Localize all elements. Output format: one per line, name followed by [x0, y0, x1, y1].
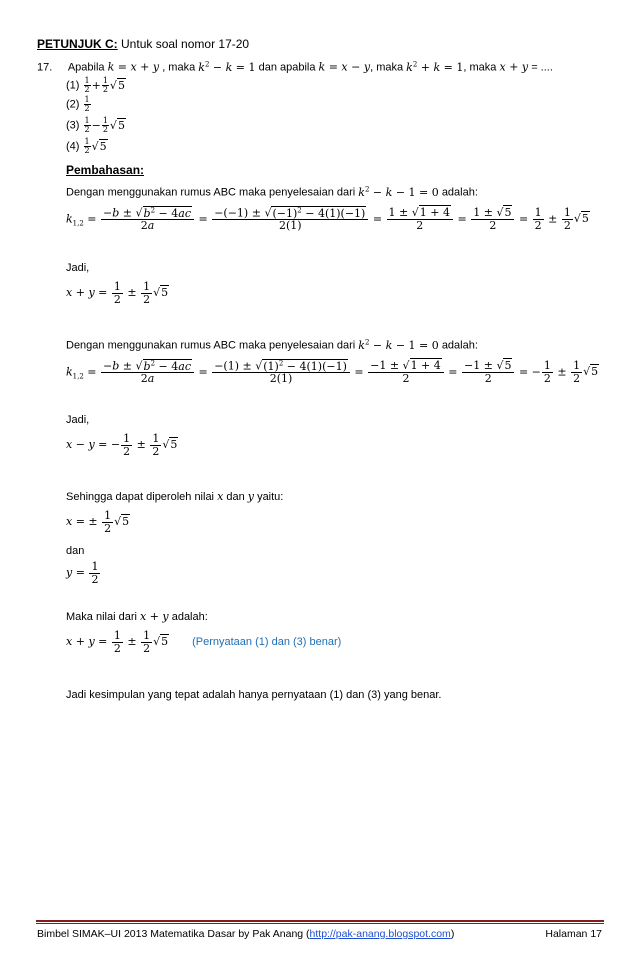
- equation-k12-first: $k_{1,2}$ = $\frac{-b \pm √b^2 - 4ac}{2a}$ = $\frac{-(-1) \pm √(-1)^2 - 4(1)(-1)}{2(1)}$ = $\frac{1 \pm √1 + 4}{2}$ = $\frac{1 \pm √5}{2}$ = $\frac{1}{2}$ ± $\frac{1}{2}$ √5: [66, 206, 589, 233]
- option-1-label: (1): [66, 79, 80, 92]
- option-4-label: (4): [66, 140, 80, 153]
- var-y: y: [247, 490, 254, 503]
- solution-heading: Pembahasan:: [66, 163, 145, 177]
- equation-x-minus-y: x − y = − $\frac{1}{2}$ ± $\frac{1}{2}$ √5: [66, 432, 178, 458]
- var-x: x: [217, 490, 224, 503]
- option-2-math: $\frac{1}{2}$: [84, 95, 90, 113]
- maka-end: adalah:: [171, 611, 208, 623]
- footer-rule-bottom: [36, 923, 604, 924]
- conclusion: Jadi kesimpulan yang tepat adalah hanya pernyataan (1) dan (3) yang benar.: [66, 689, 442, 701]
- question-math-4: $k^2 + k = 1$: [406, 60, 464, 74]
- intro-1-text: Dengan menggunakan rumus ABC maka penyelesaian dari: [66, 186, 356, 199]
- sehingga-text: Sehingga dapat diperoleh nilai: [66, 491, 215, 503]
- option-1: [66, 77, 126, 94]
- equation-k12-second: $k_{1,2}$ = $\frac{-b \pm √b^2 - 4ac}{2a}$ = $\frac{-(1) \pm √(1)^2 - 4(1)(-1)}{2(1)}$ = $\frac{-1 \pm √1 + 4}{2}$ = $\frac{-1 \pm √5}{2}$ = − $\frac{1}{2}$ ± $\frac{1}{2}$ √5: [66, 359, 599, 386]
- footer-left: [37, 928, 454, 940]
- jadi-1: Jadi,: [66, 262, 90, 274]
- sehingga-line: [66, 490, 283, 503]
- jadi-2: Jadi,: [66, 414, 90, 426]
- option-4: [66, 138, 108, 155]
- option-3-math: $\frac{1}{2}$ − $\frac{1}{2}$ √5: [84, 116, 125, 134]
- option-4-math: $\frac{1}{2}$ √5: [84, 137, 107, 155]
- intro-2-text: Dengan menggunakan rumus ABC maka penyelesaian dari: [66, 339, 356, 352]
- maka-math: x + y: [139, 610, 169, 623]
- maka-line: [66, 610, 208, 623]
- solution-intro-2: [66, 338, 478, 352]
- question-text-5: , maka: [463, 61, 497, 74]
- option-2: [66, 96, 92, 113]
- equation-x: x = ± $\frac{1}{2}$ √5: [66, 509, 130, 535]
- question-math-2: $k^2 - k = 1$: [198, 60, 256, 74]
- question-text-2: , maka: [162, 61, 196, 74]
- equation-y: y = $\frac{1}{2}$: [66, 560, 99, 586]
- final-note: (Pernyataan (1) dan (3) benar): [192, 636, 342, 649]
- question-math-1: k = x + y: [107, 60, 160, 74]
- sehingga-dan: dan: [226, 491, 245, 503]
- intro-1-end: adalah:: [441, 186, 478, 199]
- footer-text-after: ): [450, 928, 455, 940]
- intro-2-math: $k^2 - k - 1 = 0$: [358, 338, 439, 352]
- question-math-5: x + y: [499, 60, 529, 74]
- maka-text: Maka nilai dari: [66, 611, 137, 623]
- question-number: 17.: [37, 61, 53, 74]
- footer-rule-top: [36, 920, 604, 922]
- question-line: [37, 60, 553, 74]
- solution-intro-1: [66, 185, 478, 199]
- question-text-1: Apabila: [67, 61, 105, 74]
- footer-text-before: Bimbel SIMAK–UI 2013 Matematika Dasar by Pak Anang (: [37, 928, 310, 940]
- question-math-3: k = x − y: [318, 60, 371, 74]
- question-text-3: dan apabila: [258, 61, 316, 74]
- question-text-6: = ....: [531, 61, 553, 74]
- option-1-math: $\frac{1}{2}$ + $\frac{1}{2}$ √5: [84, 76, 125, 94]
- question-text-4: , maka: [370, 61, 404, 74]
- option-3-label: (3): [66, 119, 80, 132]
- option-3: [66, 117, 126, 134]
- footer-page-number: Halaman 17: [545, 928, 602, 940]
- instruction-label: PETUNJUK C:: [37, 37, 118, 51]
- instruction-line: [37, 37, 249, 51]
- intro-2-end: adalah:: [441, 339, 478, 352]
- instruction-text: Untuk soal nomor 17-20: [121, 37, 250, 51]
- intro-1-math: $k^2 - k - 1 = 0$: [358, 185, 439, 199]
- option-2-label: (2): [66, 98, 80, 111]
- equation-final: x + y = $\frac{1}{2}$ ± $\frac{1}{2}$ √5 (Pernyataan (1) dan (3) benar): [66, 629, 342, 655]
- footer-link[interactable]: http://pak-anang.blogspot.com: [309, 928, 451, 940]
- sehingga-end: yaitu:: [257, 491, 284, 503]
- dan-line: dan: [66, 545, 85, 557]
- equation-x-plus-y: x + y = $\frac{1}{2}$ ± $\frac{1}{2}$ √5: [66, 280, 169, 306]
